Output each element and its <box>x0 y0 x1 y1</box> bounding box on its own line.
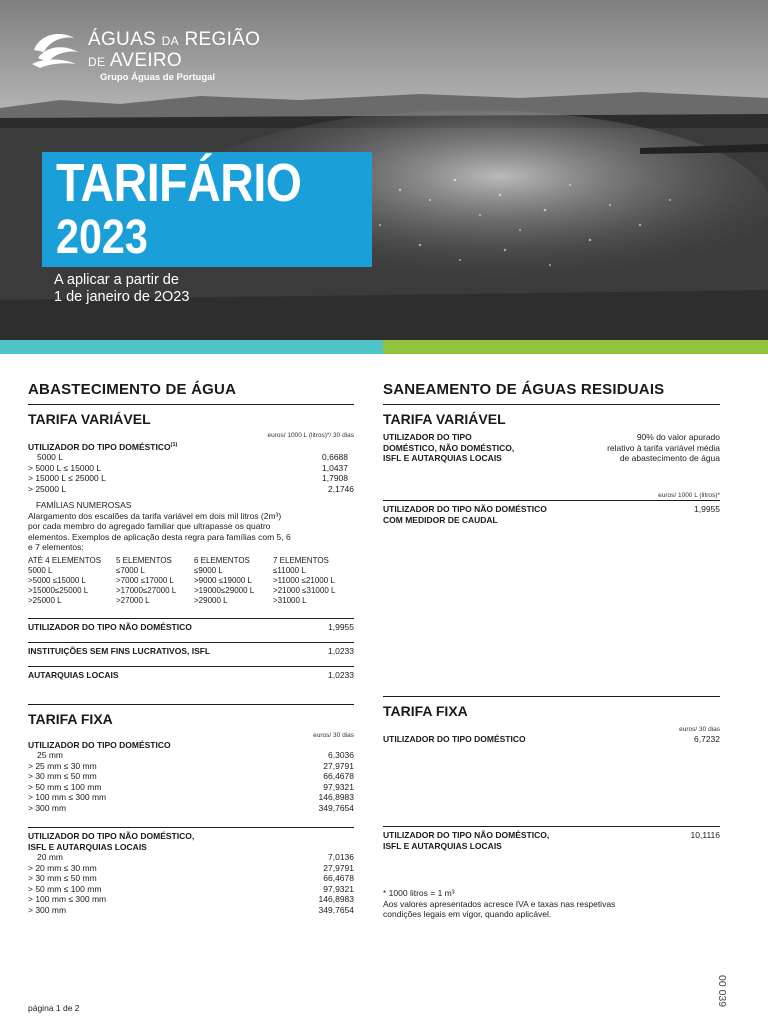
water-fixed-domestic-table <box>28 750 354 813</box>
table-row: > 25 mm ≤ 30 mm 27,9791 <box>28 760 354 771</box>
table-row: > 5000 L ≤ 15000 L 1,0437 <box>28 462 348 473</box>
table-row: > 25000 L 2,1746 <box>28 483 354 494</box>
stripe-green <box>383 340 768 354</box>
table-row: > 100 mm ≤ 300 mm 146,8983 <box>28 894 354 905</box>
water-fixed-domestic-header: UTILIZADOR DO TIPO DOMÉSTICO <box>28 739 171 750</box>
sewage-fixed-nd: UTILIZADOR DO TIPO NÃO DOMÉSTICO, 10,1116 ISFL E AUTARQUIAS LOCAIS <box>383 826 720 888</box>
water-isfl: INSTITUIÇÕES SEM FINS LUCRATIVOS, ISFL 1,0233 <box>28 642 354 666</box>
document-code: 00 039 <box>716 975 728 1008</box>
sewage-users-block: UTILIZADOR DO TIPO DOMÉSTICO, NÃO DOMÉSTICO, ISFL E AUTARQUIAS LOCAIS 90% do valor apurado relativo à tarifa variável média de abastecimento de água <box>383 432 720 463</box>
table-row: > 300 mm 349,7654 <box>28 802 354 813</box>
table-row: > 50 mm ≤ 100 mm 97,9321 <box>28 883 354 894</box>
table-row: 5000 L 0,6688 <box>37 452 348 463</box>
water-supply-column <box>28 372 354 915</box>
effective-date: A aplicar a partir de 1 de janeiro de 2O23 <box>54 272 190 305</box>
title-block <box>42 152 372 267</box>
table-row: > 50 mm ≤ 100 mm 97,9321 <box>28 781 354 792</box>
table-row: 25 mm 6,3036 <box>37 750 354 761</box>
sewage-variable-title: TARIFA VARIÁVEL <box>383 404 720 432</box>
brand-name: ÁGUAS DA REGIÃO DE AVEIRO <box>88 29 261 71</box>
page-title: TARIFÁRIO <box>56 153 302 213</box>
families-text: Alargamento dos escalões da tarifa variável em dois mil litros (2m³) por cada membro do agregado familiar que ultrapasse os quatro elementos. Exemplos de aplicação desta regra para famílias com 5, 6 e 7 elementos: <box>28 510 291 553</box>
sewage-fixed-title: TARIFA FIXA <box>383 696 720 724</box>
water-variable-title: TARIFA VARIÁVEL <box>28 404 354 432</box>
table-row: > 20 mm ≤ 30 mm 27,9791 <box>28 862 354 873</box>
table-row: > 100 mm ≤ 300 mm 146,8983 <box>28 792 354 803</box>
sewage-fixed-domestic: UTILIZADOR DO TIPO DOMÉSTICO 6,7232 <box>383 734 720 744</box>
wave-logo-icon <box>30 28 82 70</box>
table-row: > 30 mm ≤ 50 mm 66,4678 <box>28 873 354 884</box>
water-fixed-unit: euros/ 30 dias <box>313 731 354 739</box>
sewage-fixed-unit: euros/ 30 dias <box>679 726 720 733</box>
water-fixed-title: TARIFA FIXA <box>28 704 354 732</box>
families-header: FAMÍLIAS NUMEROSAS <box>36 500 132 511</box>
table-row: > 15000 L ≤ 25000 L 1,7908 <box>28 473 348 484</box>
footnotes: * 1000 litros = 1 m³ Aos valores apresentados acresce IVA e taxas nas respetivas condições legais em vigor, quando aplicável. <box>383 888 616 919</box>
sewage-flow-block: UTILIZADOR DO TIPO NÃO DOMÉSTICO 1,9955 COM MEDIDOR DE CAUDAL <box>383 500 720 690</box>
table-row: > 300 mm 349,7654 <box>28 904 354 915</box>
page-number: página 1 de 2 <box>28 1003 80 1013</box>
water-autarquias: AUTARQUIAS LOCAIS 1,0233 <box>28 666 354 704</box>
table-row: > 30 mm ≤ 50 mm 66,4678 <box>28 771 354 782</box>
water-domestic-header: UTILIZADOR DO TIPO DOMÉSTICO$^{(1)}$ <box>28 441 178 452</box>
water-fixed-nd: UTILIZADOR DO TIPO NÃO DOMÉSTICO, ISFL E AUTARQUIAS LOCAIS 20 mm 7,0136 > 20 mm ≤ 30 mm 27,9791 > 30 mm ≤ 50 mm 66,4678 > 50 mm ≤ 100 mm 97,9321 > 100 mm ≤ 300 mm 146,8983 > 300 mm 349,7654 <box>28 827 354 915</box>
water-domestic-table <box>28 452 354 494</box>
families-grid: ATÉ 4 ELEMENTOS 5 ELEMENTOS 6 ELEMENTOS 7 ELEMENTOS 5000 L ≤7000 L ≤9000 L ≤11000 L >5000 ≤15000 L >7000 ≤17000 L >9000 ≤19000 L >11000 ≤21000 L >15000≤25000 L >17000≤27000 L >19000≤29000 L >21000 ≤31000 L >25000 L >27000 L >29000 L >31000 L <box>28 555 336 605</box>
sewage-variable-unit: euros/ 1000 L (litros)* <box>658 492 720 499</box>
water-section-title: ABASTECIMENTO DE ÁGUA <box>28 381 237 398</box>
page-year: 2023 <box>56 211 148 264</box>
sewage-section-title: SANEAMENTO DE ÁGUAS RESIDUAIS <box>383 381 665 398</box>
stripe-cyan <box>0 340 383 354</box>
sewage-column <box>383 372 720 920</box>
table-row: 20 mm 7,0136 <box>37 852 354 863</box>
hero-banner <box>0 0 768 340</box>
brand-group: Grupo Águas de Portugal <box>100 72 216 83</box>
water-variable-unit: euros/ 1000 L (litros)*/ 30 dias <box>267 432 354 439</box>
company-logo <box>30 24 270 84</box>
water-non-domestic: UTILIZADOR DO TIPO NÃO DOMÉSTICO 1,9955 <box>28 618 354 642</box>
